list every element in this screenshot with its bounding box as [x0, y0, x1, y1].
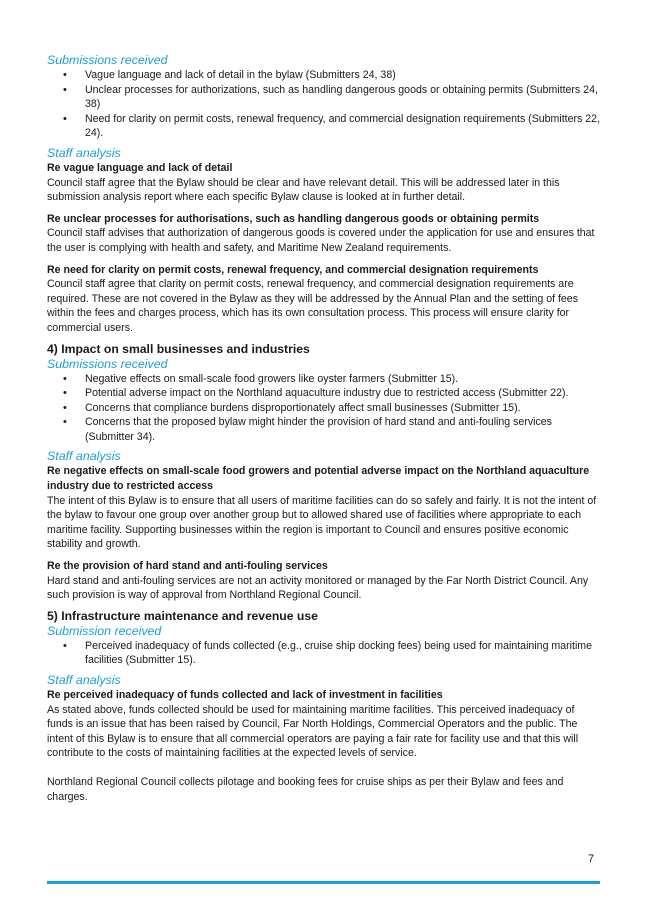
list-item: • Unclear processes for authorizations, such as handling dangerous goods or obtaining permits (Submitters 24, 38) — [47, 83, 600, 112]
submissions-list — [47, 68, 600, 141]
closing-paragraph: Northland Regional Council collects pilotage and booking fees for cruise ships as per their Bylaw and fees and charges. — [47, 775, 564, 803]
document-body — [47, 53, 600, 804]
staff-analysis-heading: Staff analysis — [47, 145, 121, 160]
response-title: Re the provision of hard stand and anti-fouling services — [47, 560, 328, 573]
submissions-list — [47, 372, 600, 445]
page-number: 7 — [588, 853, 595, 865]
response-title: Re unclear processes for authorisations, such as handling dangerous goods or obtaining permits — [47, 212, 540, 225]
response-title: Re need for clarity on permit costs, renewal frequency, and commercial designation requirements — [47, 263, 539, 276]
response-text: Council staff agree that clarity on permit costs, renewal frequency, and commercial designation requirements are required. These are not covered in the Bylaw as they will be addressed by the Annual Plan and the setting of fees within the fees and charges process, which has its own consultation process. This process will ensure clarity for commercial users. — [47, 278, 579, 334]
submissions-received-heading: Submissions received — [47, 356, 168, 371]
response-text: The intent of this Bylaw is to ensure that all users of maritime facilities can do so safely and fairly. It is not the intent of the bylaw to favour one group over another group but to allowed shared use of facilities where appropriate to each maritime facility. Supporting businesses within the region is important to Council and ensures positive economic stability and growth. — [47, 494, 597, 551]
submissions-received-heading: Submissions received — [47, 53, 168, 67]
list-item: • Concerns that compliance burdens disproportionately affect small businesses (Submitter 15). — [47, 401, 600, 416]
response-text: Council staff agree that the Bylaw should be clear and have relevant detail. This will be addressed later in this submission analysis report where each specific Bylaw clause is looked at in further detail. — [47, 176, 560, 204]
list-item: • Need for clarity on permit costs, renewal frequency, and commercial designation requirements (Submitters 22, 24). — [47, 112, 600, 141]
list-item: • Negative effects on small-scale food growers like oyster farmers (Submitter 15). — [47, 372, 600, 387]
submissions-list — [47, 639, 600, 668]
section-4-heading: 4) Impact on small businesses and industries — [47, 341, 310, 356]
response-text: As stated above, funds collected should be used for maintaining maritime facilities. This perceived inadequacy of funds is an issue that has been raised by Council, Far North Holdings, Commercial Operators and the public. The intent of this Bylaw is to ensure that all commercial operators are paying a fair rate for facility use and that this will contribute to the costs of maintaining facilities at the expected levels of service. — [47, 703, 579, 760]
list-item: • Perceived inadequacy of funds collected (e.g., cruise ship docking fees) being used for maintaining maritime facilities (Submitter 15). — [47, 639, 600, 668]
section-5-heading: 5) Infrastructure maintenance and revenue use — [47, 608, 318, 623]
response-title: Re negative effects on small-scale food growers and potential adverse impact on the Northland aquaculture industry due to restricted access — [47, 465, 590, 493]
footer-rule — [47, 881, 600, 884]
response-title: Re vague language and lack of detail — [47, 161, 233, 174]
list-item: • Concerns that the proposed bylaw might hinder the provision of hard stand and anti-fouling services (Submitter 34). — [47, 415, 600, 444]
response-text: Council staff advises that authorization of dangerous goods is covered under the application for use and ensures that the user is complying with health and safety, and Maritime New Zealand requirements. — [47, 227, 595, 254]
list-item: • Potential adverse impact on the Northland aquaculture industry due to restricted access (Submitter 22). — [47, 386, 600, 401]
list-item: • Vague language and lack of detail in the bylaw (Submitters 24, 38) — [47, 68, 600, 83]
staff-analysis-heading: Staff analysis — [47, 449, 121, 464]
submission-received-heading: Submission received — [47, 623, 162, 638]
staff-analysis-heading: Staff analysis — [47, 673, 121, 687]
response-text: Hard stand and anti-fouling services are not an activity monitored or managed by the Far North District Council. Any such provision is way of approval from Northland Regional Council. — [47, 574, 589, 602]
response-title: Re perceived inadequacy of funds collected and lack of investment in facilities — [47, 689, 443, 701]
